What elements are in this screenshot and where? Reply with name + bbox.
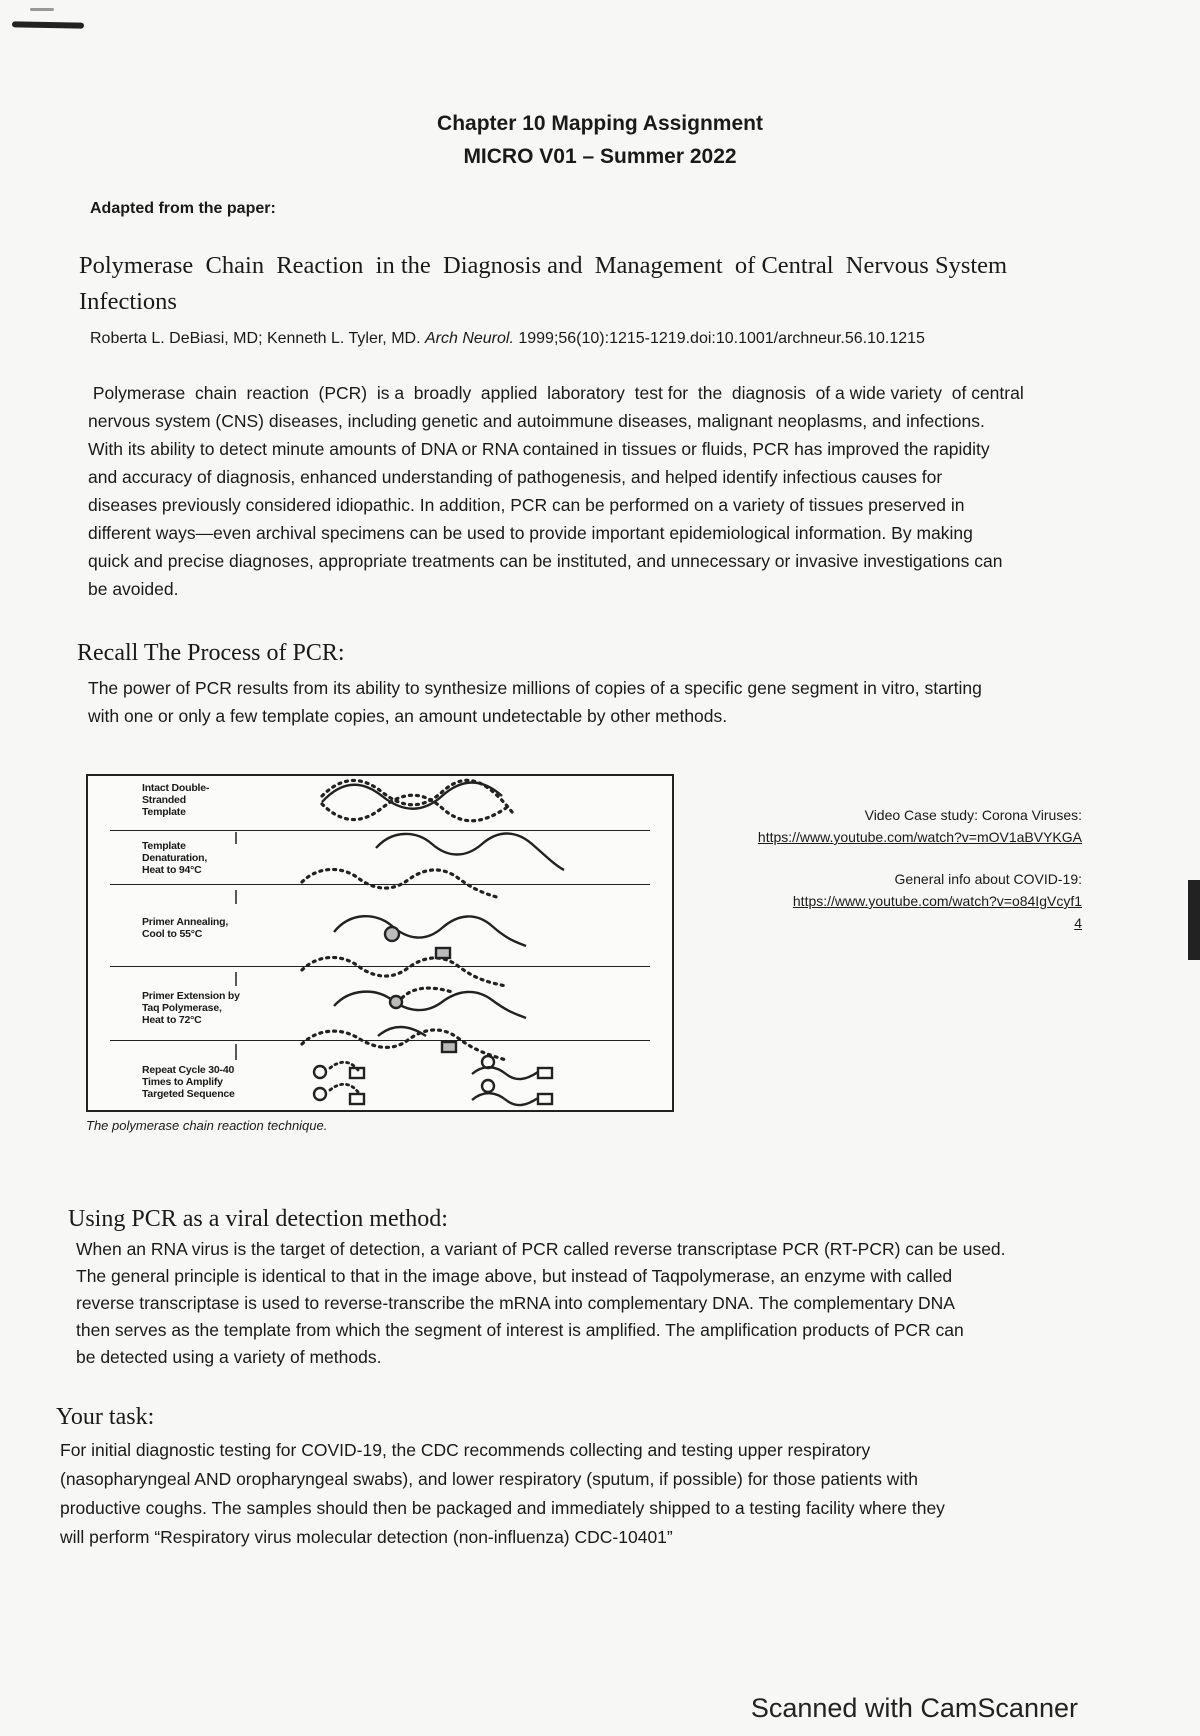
step-label-denaturation: Template Denaturation, Heat to 94°C	[142, 840, 208, 876]
scan-mark	[12, 21, 84, 28]
paper-authors: Roberta L. DeBiasi, MD; Kenneth L. Tyler, MD.	[90, 330, 421, 347]
assignment-title: Chapter 10 Mapping Assignment	[437, 112, 763, 135]
viral-line: be detected using a variety of methods.	[76, 1347, 382, 1367]
step-label-annealing: Primer Annealing, Cool to 55°C	[142, 916, 229, 940]
covid-label: General info about COVID-19:	[894, 871, 1082, 887]
covid-link[interactable]: https://www.youtube.com/watch?v=o84IgVcyf1	[792, 893, 1082, 909]
scan-edge-shadow	[1188, 880, 1200, 960]
task-line: For initial diagnostic testing for COVID-19, the CDC recommends collecting and testing upper respiratory	[60, 1440, 871, 1460]
covid-links	[793, 868, 1082, 934]
intro-line: With its ability to detect minute amounts of DNA or RNA contained in tissues or fluids, PCR has improved the rapidity	[88, 439, 990, 459]
video-link[interactable]: https://www.youtube.com/watch?v=mOV1aBVYKGA	[757, 829, 1082, 845]
intro-line: and accuracy of diagnosis, enhanced understanding of pathogenesis, and helped identify infectious causes for	[88, 467, 943, 487]
paper-citation	[90, 330, 925, 348]
step-label-intact: Intact Double- Stranded Template	[142, 782, 210, 818]
paper-doi: 1999;56(10):1215-1219.doi:10.1001/archneur.56.10.1215	[518, 330, 925, 347]
intro-line: quick and precise diagnoses, appropriate treatments can be instituted, and unnecessary or invasive investigations can	[88, 551, 1003, 571]
viral-line: then serves as the template from which the segment of interest is amplified. The amplification products of PCR can	[76, 1320, 964, 1340]
adapted-label: Adapted from the paper:	[90, 200, 276, 217]
scan-mark	[30, 8, 54, 11]
viral-line: The general principle is identical to that in the image above, but instead of Taqpolymerase, an enzyme with called	[76, 1266, 953, 1286]
camscanner-watermark: Scanned with CamScanner	[750, 1693, 1078, 1723]
diagram-caption: The polymerase chain reaction technique.	[86, 1118, 328, 1133]
task-line: (nasopharyngeal AND oropharyngeal swabs), and lower respiratory (sputum, if possible) for those patients with	[60, 1469, 918, 1489]
video-label: Video Case study: Corona Viruses:	[864, 807, 1082, 823]
viral-line: When an RNA virus is the target of detection, a variant of PCR called reverse transcriptase PCR (RT-PCR) can be used.	[76, 1239, 1006, 1259]
intro-line: be avoided.	[88, 579, 179, 599]
task-paragraph	[60, 1436, 1140, 1552]
recall-line: The power of PCR results from its ability to synthesize millions of copies of a specific gene segment in vitro, starting	[88, 678, 982, 698]
task-heading: Your task:	[56, 1404, 155, 1430]
intro-line: nervous system (CNS) diseases, including genetic and autoimmune diseases, malignant neoplasms, and infections.	[88, 411, 985, 431]
covid-link-continuation[interactable]: 4	[1074, 915, 1082, 931]
task-line: will perform “Respiratory virus molecular detection (non-influenza) CDC-10401”	[60, 1527, 673, 1547]
recall-heading: Recall The Process of PCR:	[77, 640, 345, 666]
video-links	[758, 804, 1082, 848]
intro-line: different ways—even archival specimens can be used to provide important epidemiological information. By making	[88, 523, 973, 543]
task-line: productive coughs. The samples should then be packaged and immediately shipped to a testing facility where they	[60, 1498, 945, 1518]
intro-line: diseases previously considered idiopathic. In addition, PCR can be performed on a variety of tissues preserved in	[88, 495, 965, 515]
recall-line: with one or only a few template copies, an amount undetectable by other methods.	[88, 706, 728, 726]
viral-line: reverse transcriptase is used to reverse-transcribe the mRNA into complementary DNA. The complementary DNA	[76, 1293, 955, 1313]
course-title: MICRO V01 – Summer 2022	[463, 145, 737, 168]
step-label-repeat: Repeat Cycle 30-40 Times to Amplify Targeted Sequence	[142, 1064, 235, 1100]
pcr-strands-illustration	[86, 774, 674, 1112]
intro-paragraph	[88, 379, 1128, 603]
viral-paragraph	[76, 1236, 1136, 1371]
intro-line: Polymerase chain reaction (PCR) is a broadly applied laboratory test for the diagnosis of a wide variety of central	[88, 383, 1024, 403]
paper-title-line1: Polymerase Chain Reaction in the Diagnosis and Management of Central Nervous System	[79, 252, 1008, 279]
step-label-extension: Primer Extension by Taq Polymerase, Heat to 72°C	[142, 990, 240, 1026]
paper-journal: Arch Neurol.	[424, 330, 514, 347]
viral-heading: Using PCR as a viral detection method:	[68, 1206, 448, 1232]
recall-paragraph	[88, 674, 1128, 730]
paper-title-line2: Infections	[79, 288, 177, 315]
